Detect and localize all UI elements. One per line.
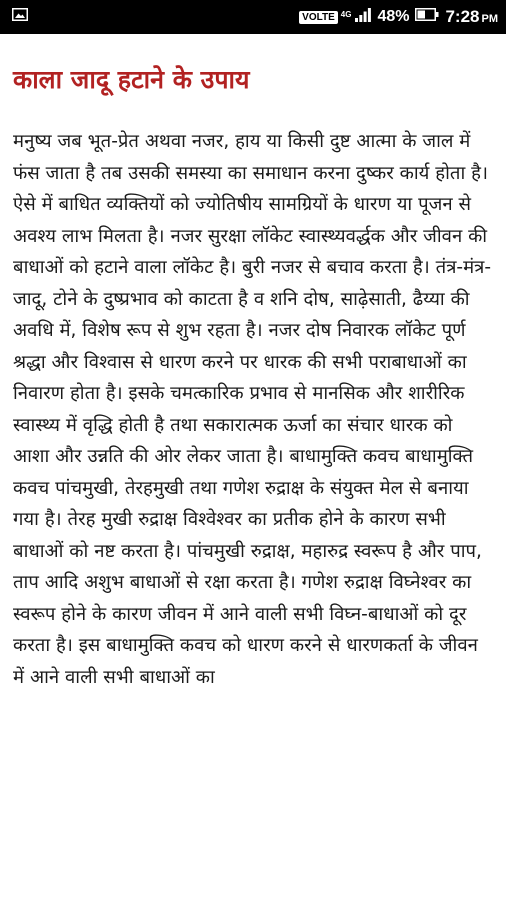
clock-time: 7:28 <box>445 7 480 26</box>
article-body: मनुष्य जब भूत-प्रेत अथवा नजर, हाय या किसी दुष्ट आत्मा के जाल में फंस जाता है तब उसकी समस्या का समाधान करना दुष्कर कार्य होता है। ऐसे में बाधित व्यक्तियों को ज्योतिषीय सामग्रियों के धारण या पूजन से अवश्य लाभ मिलता है। नजर सुरक्षा लॉकेट स्वास्थ्यवर्द्धक और जीवन की बाधाओं को हटाने वाला लॉकेट है। बुरी नजर से बचाव करता है। तंत्र-मंत्र-जादू, टोने के दुष्प्रभाव को काटता है व शनि दोष, साढ़ेसाती, ढैय्या की अवधि में, विशेष रूप से शुभ रहता है। नजर दोष निवारक लॉकेट पूर्ण श्रद्धा और विश्वास से धारण करने पर धारक की सभी पराबाधाओं का निवारण होता है। इसके चमत्कारिक प्रभाव से मानसिक और शारीरिक स्वास्थ्य में वृद्धि होती है तथा सकारात्मक ऊर्जा का संचार धारक को आशा और उन्नति की ओर लेकर जाता है। बाधामुक्ति कवच बाधामुक्ति कवच पांचमुखी, तेरहमुखी तथा गणेश रुद्राक्ष के संयुक्त मेल से बनाया गया है। तेरह मुखी रुद्राक्ष विश्वेश्वर का प्रतीक होने के कारण सभी बाधाओं को नष्ट करता है। पांचमुखी रुद्राक्ष, महारुद्र स्वरूप है और पाप, ताप आदि अशुभ बाधाओं से रक्षा करता है। गणेश रुद्राक्ष विघ्नेश्वर का स्वरूप होने के कारण जीवन में आने वाली सभी विघ्न-बाधाओं को दूर करता है। इस बाधामुक्ति कवच को धारण करने से धारणकर्ता के जीवन में आने वाली सभी बाधाओं का <box>13 131 492 688</box>
battery-percent: 48% <box>377 8 410 25</box>
battery-icon <box>415 8 439 26</box>
article-title: काला जादू हटाने के उपाय <box>13 65 250 94</box>
network-type-label: 4G <box>340 10 352 19</box>
article-content[interactable] <box>0 34 506 900</box>
status-bar-left <box>12 8 28 26</box>
volte-badge: VOLTE <box>299 11 338 24</box>
clock-ampm: PM <box>481 13 498 25</box>
signal-icon <box>355 8 371 27</box>
status-bar <box>0 0 506 34</box>
status-bar-right <box>299 7 498 27</box>
clock <box>445 7 498 27</box>
image-notification-icon <box>12 8 28 26</box>
